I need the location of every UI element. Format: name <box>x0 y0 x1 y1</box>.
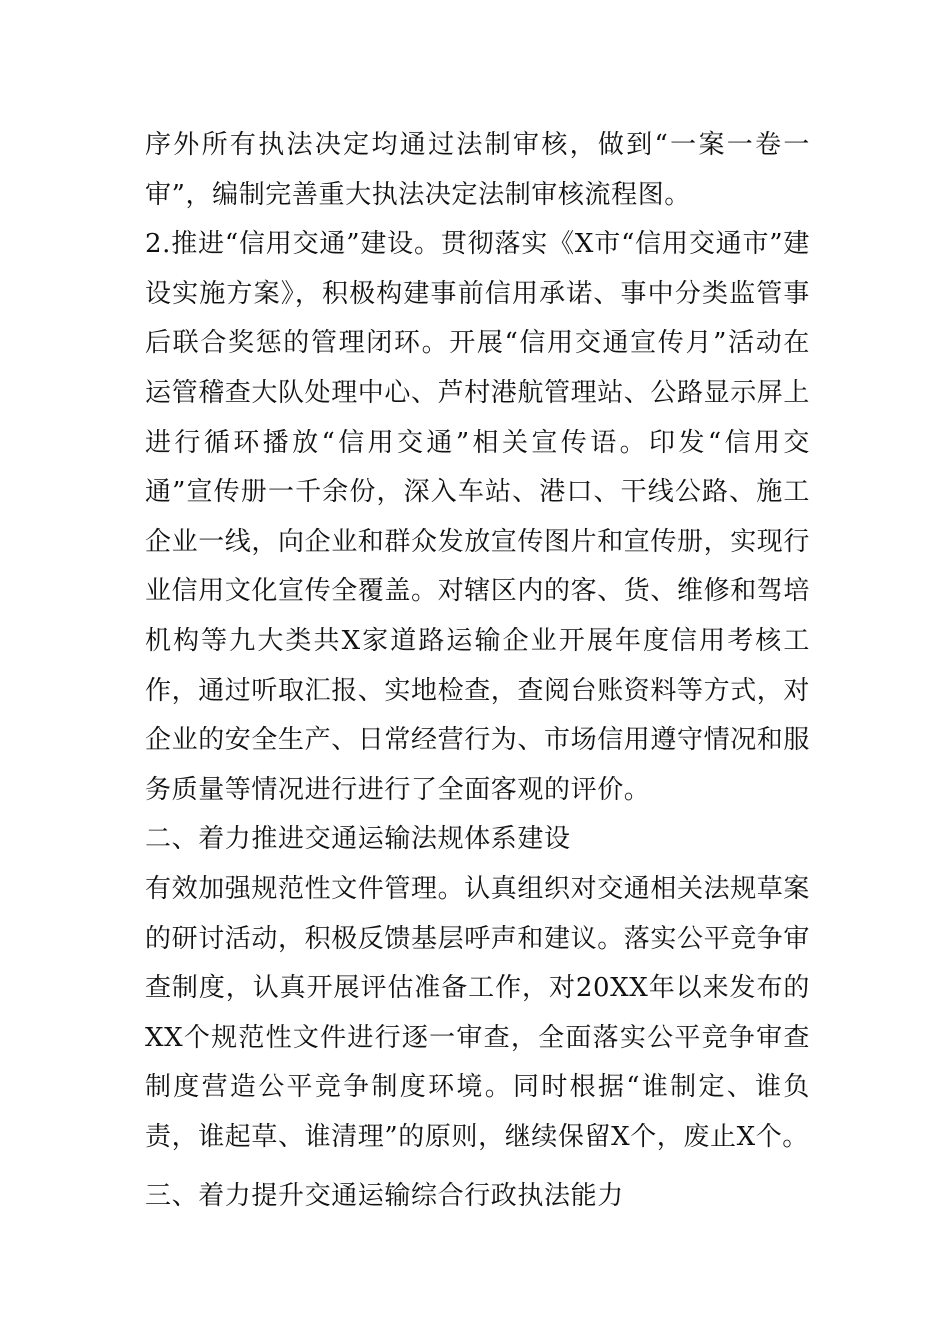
paragraph-normative-documents: 有效加强规范性文件管理。认真组织对交通相关法规草案的研讨活动，积极反馈基层呼声和建议。落实公平竞争审查制度，认真开展评估准备工作，对20XX年以来发布的XX个规范性文件进行逐一审查，全面落实公平竞争审查制度营造公平竞争制度环境。同时根据“谁制定、谁负责，谁起草、谁清理”的原则，继续保留X个，废止X个。 <box>145 873 811 1152</box>
document-body <box>145 121 810 1222</box>
section-heading-3: 三、着力提升交通运输综合行政执法能力 <box>145 1181 624 1212</box>
paragraph-credit-transport: 2.推进“信用交通”建设。贯彻落实《X市“信用交通市”建设实施方案》，积极构建事前信用承诺、事中分类监管事后联合奖惩的管理闭环。开展“信用交通宣传月”活动在运管稽查大队处理中心、芦村港航管理站、公路显示屏上进行循环播放“信用交通”相关宣传语。印发“信用交通”宣传册一千余份，深入车站、港口、干线公路、施工企业一线，向企业和群众发放宣传图片和宣传册，实现行业信用文化宣传全覆盖。对辖区内的客、货、维修和驾培机构等九大类共X家道路运输企业开展年度信用考核工作，通过听取汇报、实地检查，查阅台账资料等方式，对企业的安全生产、日常经营行为、市场信用遵守情况和服务质量等情况进行进行了全面客观的评价。 <box>145 229 811 805</box>
section-heading-2: 二、着力推进交通运输法规体系建设 <box>145 824 571 855</box>
paragraph-legal-review: 序外所有执法决定均通过法制审核，做到“一案一卷一审”，编制完善重大执法决定法制审核流程图。 <box>145 130 810 210</box>
